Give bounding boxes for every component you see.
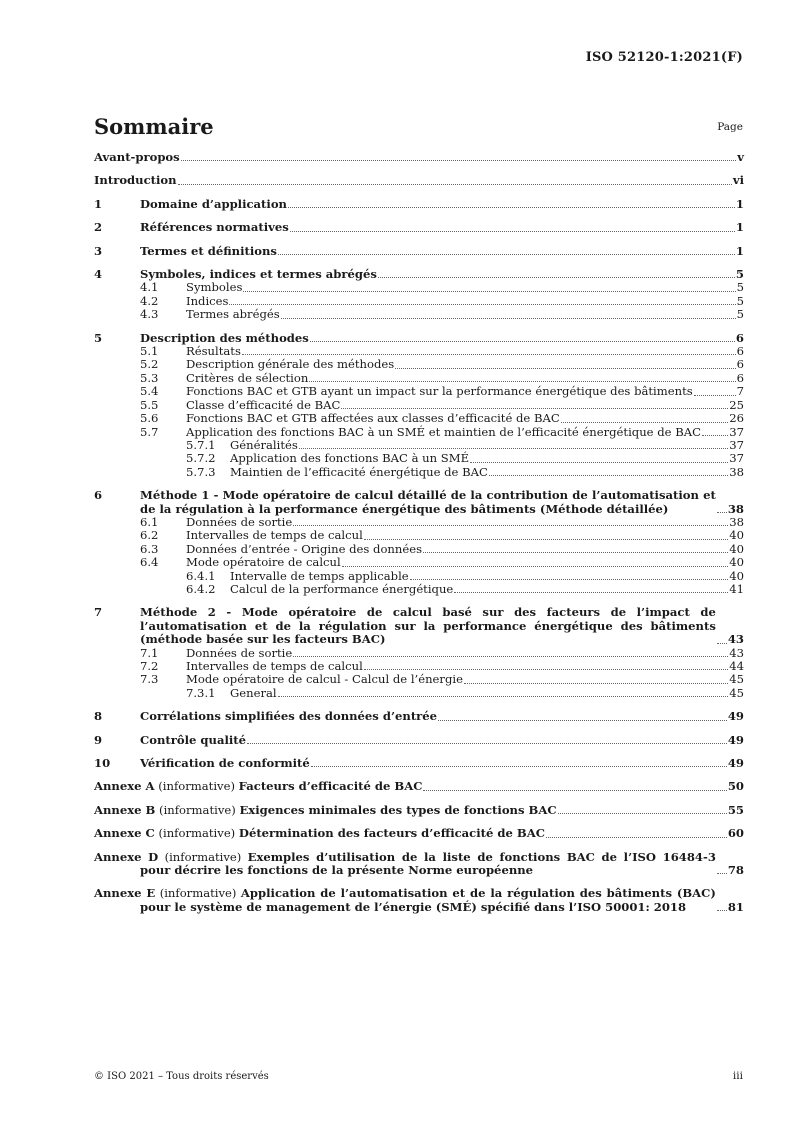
toc-section-number: 8 xyxy=(94,709,103,724)
toc-page-number: 49 xyxy=(727,732,744,747)
toc-page-number: 38 xyxy=(729,514,744,529)
toc-section-number: 5.7.2 xyxy=(186,451,216,466)
toc-leader xyxy=(293,524,728,526)
toc-section-number: 9 xyxy=(94,732,103,747)
toc-entry-section-10[interactable] xyxy=(94,757,744,770)
toc-entry-text: Domaine d’application xyxy=(140,196,287,211)
toc-entry-text: Vérification de conformité xyxy=(140,756,310,771)
toc-page-number: 81 xyxy=(727,899,744,914)
toc-section-number: 7.3.1 xyxy=(186,685,216,700)
toc-page-number: 45 xyxy=(729,672,744,687)
toc-entry-section-5-5[interactable] xyxy=(94,399,744,412)
toc-entry-annex-c[interactable] xyxy=(94,827,744,840)
toc-page-number: 7 xyxy=(736,384,744,399)
toc-entry-section-5-1[interactable] xyxy=(94,345,744,358)
toc-leader xyxy=(717,872,727,874)
page-column-label: Page xyxy=(717,121,743,133)
toc-section-number: 6.4.1 xyxy=(186,568,216,583)
toc-leader xyxy=(364,668,728,670)
toc-entry-annex-e[interactable] xyxy=(94,887,744,914)
toc-entry-text: Indices xyxy=(186,293,229,308)
toc-entry-text: Introduction xyxy=(94,173,177,188)
toc-page-number: 43 xyxy=(729,645,744,660)
toc-entry-text: Données d’entrée - Origine des données xyxy=(186,541,423,556)
toc-leader xyxy=(243,290,735,292)
annex-type: (informative) xyxy=(158,826,236,841)
toc-entry-text: Maintien de l’efficacité énergétique de BAC xyxy=(230,464,488,479)
toc-leader xyxy=(423,551,728,553)
toc-page-number: 37 xyxy=(729,451,744,466)
toc-entry-text: Application des fonctions BAC à un SMÉ et maintien de l’efficacité énergétique de BAC xyxy=(186,424,701,439)
annex-type: (informative) xyxy=(164,849,242,864)
toc-leader xyxy=(181,159,737,161)
toc-page-number: 44 xyxy=(729,659,744,673)
toc-entry-section-5-7-1[interactable] xyxy=(94,439,744,452)
toc-page-number: 25 xyxy=(729,397,744,412)
toc-entry-section-5[interactable] xyxy=(94,332,744,345)
toc-entry-text: Méthode 2 - Mode opératoire de calcul basé sur des facteurs de l’impact de l’automatisation et de la régulation sur la performance énergétique des bâtiments (méthode basée sur les facteurs BAC) xyxy=(140,605,716,647)
toc-page-number: 1 xyxy=(735,243,744,258)
toc-entry-section-7-2[interactable] xyxy=(94,660,744,673)
toc-page-number: 6 xyxy=(735,330,744,345)
toc-entry-section-6[interactable] xyxy=(94,489,744,516)
toc-entry-section-5-7[interactable] xyxy=(94,426,744,439)
toc-entry-text: Critères de sélection xyxy=(186,370,309,385)
toc-page-number: 55 xyxy=(727,802,744,817)
toc-entry-text: Application des fonctions BAC à un SMÉ xyxy=(230,451,470,466)
toc-entry-text: Résultats xyxy=(186,344,241,359)
toc-entry-section-3[interactable] xyxy=(94,245,744,258)
toc-entry-section-8[interactable] xyxy=(94,710,744,723)
toc-entry-text: Intervalle de temps applicable xyxy=(230,568,409,583)
toc-leader xyxy=(278,253,735,255)
toc-section-number: 4.3 xyxy=(140,307,159,322)
toc-page-number: 5 xyxy=(735,267,744,282)
toc-section-number: 6.4.2 xyxy=(186,581,216,596)
toc-section-number: 6.1 xyxy=(140,514,159,529)
toc-entry-annex-b[interactable] xyxy=(94,804,744,817)
annex-type: (informative) xyxy=(158,779,235,794)
toc-entry-text: Termes et définitions xyxy=(140,243,277,258)
annex-type: (informative) xyxy=(159,886,237,901)
toc-entry-text: Fonctions BAC et GTB affectées aux classes d’efficacité de BAC xyxy=(186,411,560,426)
toc-leader xyxy=(364,538,728,540)
toc-leader xyxy=(717,909,727,911)
toc-entry-text xyxy=(94,804,557,817)
annex-label: Annexe E xyxy=(94,886,156,901)
toc-leader xyxy=(546,836,727,838)
toc-page-number: 40 xyxy=(729,528,744,543)
table-of-contents xyxy=(94,151,744,914)
toc-entry-text: Données de sortie xyxy=(186,514,293,529)
toc-page-number: 40 xyxy=(729,541,744,556)
toc-page-number: 5 xyxy=(736,307,744,322)
toc-leader xyxy=(454,591,728,593)
toc-entry-section-6-4-1[interactable] xyxy=(94,570,744,583)
toc-leader xyxy=(489,474,728,476)
toc-page-number: 5 xyxy=(736,280,744,295)
annex-title: Exemples d’utilisation de la liste de fonctions BAC de l’ISO 16484-3 pour décrire les fonctions de la présente Norme européenne xyxy=(140,849,716,878)
toc-page-number: 43 xyxy=(727,632,744,647)
toc-entry-text: Symboles, indices et termes abrégés xyxy=(140,267,377,282)
toc-entry-text: Avant-propos xyxy=(94,150,180,164)
toc-leader xyxy=(229,303,735,305)
toc-section-number: 5.7.3 xyxy=(186,464,216,479)
toc-entry-section-4-2[interactable] xyxy=(94,295,744,308)
toc-entry-avant-propos[interactable] xyxy=(94,151,744,164)
toc-entry-text: Méthode 1 - Mode opératoire de calcul détaillé de la contribution de l’automatisation et de la régulation à la performance énergétique des bâtiments (Méthode détaillée) xyxy=(140,488,716,516)
toc-leader xyxy=(702,434,728,436)
toc-leader xyxy=(242,353,736,355)
toc-entry-text xyxy=(94,780,422,793)
toc-section-number: 7.1 xyxy=(140,645,159,660)
toc-entry-section-7-1[interactable] xyxy=(94,647,744,660)
toc-leader xyxy=(310,340,735,342)
toc-entry-text: Généralités xyxy=(230,437,298,452)
toc-section-number: 4 xyxy=(94,267,103,282)
toc-entry-section-6-2[interactable] xyxy=(94,529,744,542)
toc-leader xyxy=(694,394,736,396)
toc-entry-text: Classe d’efficacité de BAC xyxy=(186,397,341,412)
toc-entry-section-5-7-2[interactable] xyxy=(94,452,744,465)
toc-leader xyxy=(378,276,735,278)
toc-entry-text: Fonctions BAC et GTB ayant un impact sur la performance énergétique des bâtiments xyxy=(186,384,693,399)
toc-page-number: 50 xyxy=(727,779,744,794)
toc-leader xyxy=(395,367,735,369)
toc-leader xyxy=(293,655,728,657)
toc-section-number: 3 xyxy=(94,243,103,258)
document-id-header: ISO 52120-1:2021(F) xyxy=(585,50,743,65)
toc-entry-section-1[interactable] xyxy=(94,198,744,211)
toc-entry-text: Références normatives xyxy=(140,220,289,235)
toc-entry-section-7[interactable] xyxy=(94,606,744,646)
toc-entry-annex-a[interactable] xyxy=(94,780,744,793)
toc-page-number: 45 xyxy=(729,685,744,700)
toc-page-number: v xyxy=(737,150,744,164)
toc-section-number: 7.2 xyxy=(140,659,159,673)
toc-page-number: 49 xyxy=(727,709,744,724)
toc-page-number: 1 xyxy=(735,196,744,211)
annex-label: Annexe C xyxy=(94,826,155,841)
toc-entry-section-7-3[interactable] xyxy=(94,673,744,686)
toc-page-number: 40 xyxy=(729,555,744,570)
annex-title: Facteurs d’efficacité de BAC xyxy=(238,779,423,794)
toc-leader xyxy=(341,407,728,409)
toc-section-number: 5.1 xyxy=(140,344,159,359)
annex-type: (informative) xyxy=(159,802,236,817)
toc-leader xyxy=(342,565,729,567)
toc-entry-section-4[interactable] xyxy=(94,268,744,281)
toc-leader xyxy=(178,183,732,185)
toc-leader xyxy=(278,695,729,697)
toc-leader xyxy=(247,742,727,744)
toc-entry-text: Symboles xyxy=(186,280,243,295)
toc-leader xyxy=(288,206,735,208)
toc-section-number: 6.3 xyxy=(140,541,159,556)
toc-entry-text: Description des méthodes xyxy=(140,330,309,345)
toc-leader xyxy=(309,380,735,382)
toc-leader xyxy=(281,317,736,319)
toc-leader xyxy=(558,812,727,814)
toc-section-number: 4.1 xyxy=(140,280,159,295)
toc-entry-section-6-4-2[interactable] xyxy=(94,583,744,596)
toc-section-number: 5.5 xyxy=(140,397,159,412)
toc-entry-text xyxy=(94,827,545,840)
toc-entry-section-6-4[interactable] xyxy=(94,556,744,569)
toc-page-number: 38 xyxy=(727,501,744,516)
page-number-footer: iii xyxy=(732,1070,743,1082)
toc-page-number: 6 xyxy=(736,344,744,359)
annex-title: Exigences minimales des types de fonctions BAC xyxy=(239,802,557,817)
toc-section-number: 5.4 xyxy=(140,384,159,399)
annex-label: Annexe B xyxy=(94,802,156,817)
toc-leader xyxy=(464,682,728,684)
toc-page-number: 6 xyxy=(736,370,744,385)
toc-page-number: 37 xyxy=(729,437,744,452)
toc-section-number: 5.7 xyxy=(140,424,159,439)
toc-page-number: 40 xyxy=(729,568,744,583)
toc-page-number: 49 xyxy=(727,756,744,771)
toc-entry-text xyxy=(94,851,716,878)
toc-entry-text: Termes abrégés xyxy=(186,307,280,322)
toc-entry-section-6-3[interactable] xyxy=(94,543,744,556)
toc-entry-text: Contrôle qualité xyxy=(140,732,246,747)
toc-entry-text: Mode opératoire de calcul xyxy=(186,555,341,570)
toc-section-number: 6.2 xyxy=(140,528,159,543)
toc-entry-text: Données de sortie xyxy=(186,645,293,660)
toc-section-number: 2 xyxy=(94,220,103,235)
toc-entry-section-2[interactable] xyxy=(94,221,744,234)
toc-entry-text: Corrélations simplifiées des données d’entrée xyxy=(140,709,438,724)
toc-page-number: 6 xyxy=(736,357,744,372)
annex-label: Annexe D xyxy=(94,849,159,864)
toc-entry-annex-d[interactable] xyxy=(94,851,744,878)
toc-section-number: 5 xyxy=(94,330,103,345)
toc-entry-text: Description générale des méthodes xyxy=(186,357,395,372)
toc-entry-text xyxy=(94,887,716,914)
toc-entry-section-4-3[interactable] xyxy=(94,308,744,321)
toc-section-number: 10 xyxy=(94,756,111,771)
toc-entry-text: Calcul de la performance énergétique xyxy=(230,581,454,596)
toc-leader xyxy=(410,578,729,580)
annex-title: Détermination des facteurs d’efficacité de BAC xyxy=(238,826,545,841)
toc-leader xyxy=(290,230,735,232)
toc-leader xyxy=(470,461,728,463)
toc-page-number: 37 xyxy=(729,424,744,439)
toc-page-number: 60 xyxy=(727,826,744,841)
toc-entry-text: Mode opératoire de calcul - Calcul de l’énergie xyxy=(186,672,463,687)
toc-leader xyxy=(717,642,727,644)
toc-entry-section-5-6[interactable] xyxy=(94,412,744,425)
toc-section-number: 1 xyxy=(94,196,103,211)
toc-section-number: 7.3 xyxy=(140,672,159,687)
toc-section-number: 5.7.1 xyxy=(186,437,216,452)
toc-page-number: 41 xyxy=(729,581,744,596)
toc-entry-section-5-3[interactable] xyxy=(94,372,744,385)
toc-entry-section-5-7-3[interactable] xyxy=(94,466,744,479)
toc-entry-text: Intervalles de temps de calcul xyxy=(186,528,363,543)
toc-page-number: 26 xyxy=(729,411,744,426)
toc-page-number: 1 xyxy=(735,220,744,235)
toc-entry-section-5-2[interactable] xyxy=(94,358,744,371)
toc-section-number: 6.4 xyxy=(140,555,159,570)
toc-page-number: 5 xyxy=(736,293,744,308)
toc-leader xyxy=(717,511,727,513)
toc-section-number: 5.2 xyxy=(140,357,159,372)
toc-page-number: 78 xyxy=(727,863,744,878)
toc-leader xyxy=(423,789,726,791)
toc-page-number: vi xyxy=(732,173,744,188)
annex-title: Application de l’automatisation et de la régulation des bâtiments (BAC) pour le système de management de l’énergie (SMÉ) spécifié dans l’ISO 50001: 2018 xyxy=(140,886,716,914)
toc-entry-text: Intervalles de temps de calcul xyxy=(186,659,363,673)
toc-section-number: 5.6 xyxy=(140,411,159,426)
copyright-footer: © ISO 2021 – Tous droits réservés xyxy=(94,1071,269,1082)
toc-leader xyxy=(311,765,727,767)
toc-leader xyxy=(299,447,728,449)
toc-section-number: 7 xyxy=(94,605,103,620)
toc-entry-section-5-4[interactable] xyxy=(94,385,744,398)
page-title: Sommaire xyxy=(94,114,214,139)
toc-entry-section-4-1[interactable] xyxy=(94,281,744,294)
toc-entry-section-9[interactable] xyxy=(94,734,744,747)
toc-entry-section-6-1[interactable] xyxy=(94,516,744,529)
annex-label: Annexe A xyxy=(94,779,155,794)
toc-entry-text: General xyxy=(230,685,277,700)
toc-section-number: 4.2 xyxy=(140,293,159,308)
toc-section-number: 5.3 xyxy=(140,370,159,385)
toc-leader xyxy=(561,421,728,423)
toc-entry-introduction[interactable] xyxy=(94,174,744,187)
toc-page-number: 38 xyxy=(729,464,744,479)
toc-section-number: 6 xyxy=(94,488,103,503)
toc-entry-section-7-3-1[interactable] xyxy=(94,687,744,700)
toc-leader xyxy=(438,719,727,721)
